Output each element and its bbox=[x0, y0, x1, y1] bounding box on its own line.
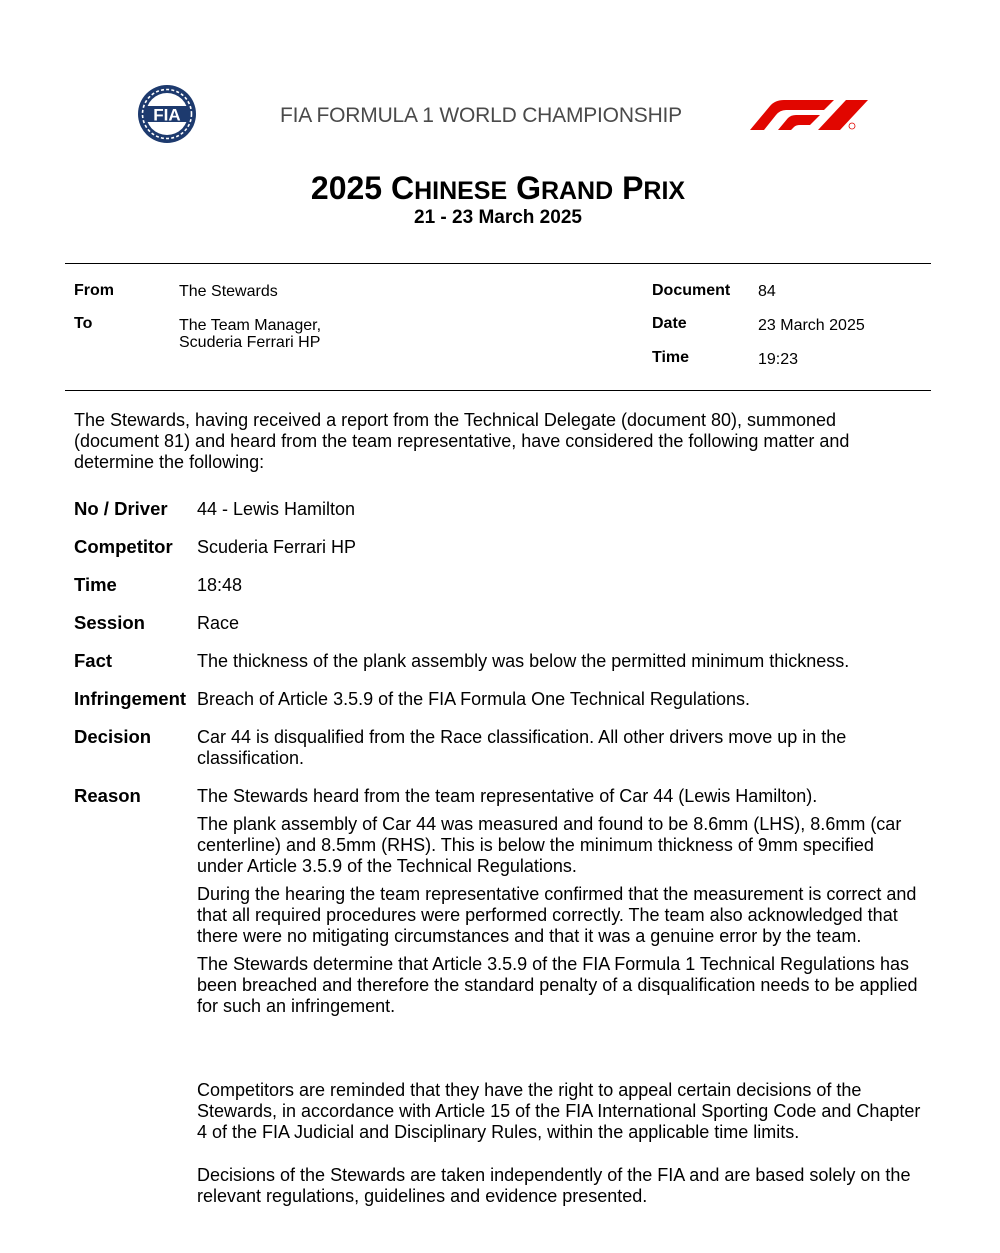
independence-note: Decisions of the Stewards are taken independently of the FIA and are based solely on the relevant regulations, guidelines and evidence presented. bbox=[197, 1165, 911, 1206]
event-title-part: 2025 C bbox=[310, 170, 415, 206]
session-label: Session bbox=[74, 612, 145, 633]
decision-label: Decision bbox=[74, 726, 152, 747]
to-value bbox=[179, 317, 321, 351]
fia-logo bbox=[124, 84, 210, 144]
fact-label: Fact bbox=[74, 650, 113, 671]
session-value: Race bbox=[197, 613, 240, 633]
decision-value: Car 44 is disqualified from the Race classification. All other drivers move up in the classification. bbox=[197, 727, 847, 768]
to-value-line: Scuderia Ferrari HP bbox=[179, 334, 321, 351]
competitor-value: Scuderia Ferrari HP bbox=[197, 537, 357, 557]
incident-time-value: 18:48 bbox=[197, 575, 243, 595]
time-label: Time bbox=[652, 349, 690, 366]
fact-value: The thickness of the plank assembly was below the permitted minimum thickness. bbox=[197, 651, 850, 671]
fia-logo-text: FIA bbox=[153, 105, 181, 125]
reason-value bbox=[197, 786, 922, 1017]
championship-title: FIA FORMULA 1 WORLD CHAMPIONSHIP bbox=[280, 104, 682, 127]
event-title-part: HINESE bbox=[414, 177, 508, 205]
appeal-note: Competitors are reminded that they have the right to appeal certain decisions of the Stewards, in accordance with Article 15 of the FIA International Sporting Code and Chapter 4 of the FIA Judicial and Disciplinary Rules, within the applicable time limits. bbox=[197, 1080, 921, 1142]
competitor-label: Competitor bbox=[74, 536, 173, 557]
intro-paragraph: The Stewards, having received a report from the Technical Delegate (document 80), summoned (document 81) and heard from the team representative, have considered the following matter and determine the following: bbox=[74, 410, 850, 472]
from-value: The Stewards bbox=[179, 283, 278, 300]
driver-label: No / Driver bbox=[74, 498, 168, 519]
to-label: To bbox=[74, 315, 93, 332]
to-value-line: The Team Manager, bbox=[179, 317, 322, 334]
event-title bbox=[0, 170, 996, 207]
f1-logo bbox=[748, 96, 870, 132]
reason-paragraph: During the hearing the team representative confirmed that the measurement is correct and that all required procedures were performed correctly. The team also acknowledged that there were no mitigating circumstances and that it was a genuine error by the team. bbox=[197, 884, 917, 946]
event-dates: 21 - 23 March 2025 bbox=[414, 207, 582, 228]
document-label: Document bbox=[652, 282, 731, 299]
date-value: 23 March 2025 bbox=[758, 317, 865, 334]
time-value: 19:23 bbox=[758, 351, 799, 368]
infringement-value: Breach of Article 3.5.9 of the FIA Formula One Technical Regulations. bbox=[197, 689, 750, 709]
divider bbox=[65, 390, 931, 391]
event-title-part: G bbox=[507, 170, 541, 206]
date-label: Date bbox=[652, 315, 687, 332]
from-label: From bbox=[74, 282, 114, 299]
divider bbox=[65, 263, 931, 264]
driver-value: 44 - Lewis Hamilton bbox=[197, 499, 356, 519]
event-title-part: RAND bbox=[540, 177, 614, 205]
incident-time-label: Time bbox=[74, 574, 117, 595]
reason-paragraph: The Stewards determine that Article 3.5.9 of the FIA Formula 1 Technical Regulations has been breached and therefore the standard penalty of a disqualification needs to be applied for such an infringement. bbox=[197, 954, 918, 1016]
document-value: 84 bbox=[758, 283, 776, 300]
reason-paragraph: The plank assembly of Car 44 was measured and found to be 8.6mm (LHS), 8.6mm (car centerline) and 8.5mm (RHS). This is below the minimum thickness of 9mm specified under Article 3.5.9 of the Technical Regulations. bbox=[197, 814, 902, 876]
reason-paragraph: The Stewards heard from the team representative of Car 44 (Lewis Hamilton). bbox=[197, 786, 818, 806]
reason-label: Reason bbox=[74, 785, 141, 806]
event-title-part: P bbox=[613, 170, 644, 206]
infringement-label: Infringement bbox=[74, 688, 187, 709]
event-title-part: RIX bbox=[643, 177, 686, 205]
